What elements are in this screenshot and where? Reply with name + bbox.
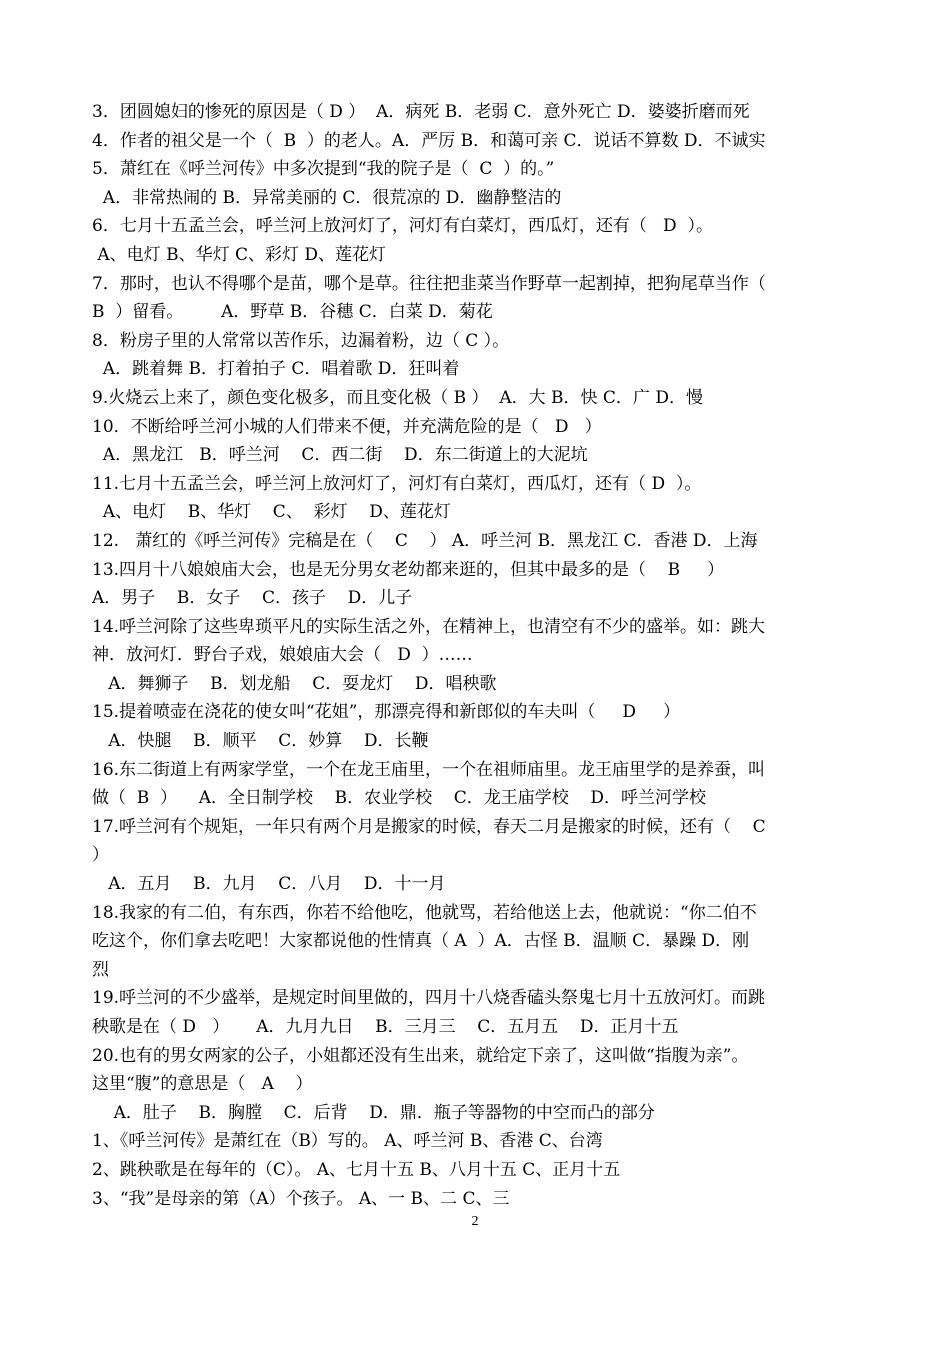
text-line: 这里“腹”的意思是（ A ） (92, 1074, 313, 1095)
text-line: 3、“我”是母亲的第（A）个孩子。 A、一 B、二 C、三 (92, 1188, 510, 1209)
text-line: A、电灯 B、华灯 C、彩灯 D、莲花灯 (92, 244, 387, 265)
text-line: A．男子 B．女子 C．孩子 D．儿子 (92, 588, 413, 609)
text-line: 3．团圆媳妇的惨死的原因是（ D ） A．病死 B．老弱 C．意外死亡 D．婆婆折磨而死 (92, 102, 750, 122)
text-line: 2、跳秧歌是在每年的（C）。 A、七月十五 B、八月十五 C、正月十五 (92, 1159, 621, 1180)
text-line: 11.七月十五孟兰会，呼兰河上放河灯了，河灯有白菜灯，西瓜灯，还有（ D ）。 (92, 473, 702, 494)
text-line: A．五月 B．九月 C．八月 D．十一月 (92, 874, 446, 895)
text-line: ） (92, 845, 109, 866)
page-number: 2 (471, 1214, 479, 1229)
text-line: 6．七月十五孟兰会，呼兰河上放河灯了，河灯有白菜灯，西瓜灯，还有（ D ）。 (92, 216, 713, 237)
text-line: 18.我家的有二伯，有东西，你若不给他吃，他就骂，若给他送上去，他就说：“你二伯不 (92, 902, 757, 923)
text-line: A．非常热闹的 B．异常美丽的 C．很荒凉的 D．幽静整洁的 (92, 187, 562, 208)
text-line: 做（ B ） A．全日制学校 B．农业学校 C．龙王庙学校 D．呼兰河学校 (92, 788, 706, 809)
text-line: 8．粉房子里的人常常以苦作乐，边漏着粉，边（ C ）。 (92, 330, 510, 351)
text-line: 烈 (92, 959, 109, 980)
text-line: 10．不断给呼兰河小城的人们带来不便，并充满危险的是（ D ） (92, 416, 602, 437)
text-line: 14.呼兰河除了这些卑琐平凡的实际生活之外，在精神上，也清空有不少的盛举。如：跳大 (92, 616, 766, 637)
text-line: 13.四月十八娘娘庙大会，也是无分男女老幼都来逛的，但其中最多的是（ B ） (92, 559, 725, 580)
text-line: 秧歌是在（ D ） A．九月九日 B．三月三 C．五月五 D．正月十五 (92, 1017, 679, 1037)
text-line: 吃这个，你们拿去吃吧！大家都说他的性情真（ A ）A．古怪 B．温顺 C．暴躁 D．刚 (92, 931, 750, 952)
text-line: 15.提着喷壶在浇花的使女叫“花姐”，那漂亮得和新郎似的车夫叫（ D ） (92, 702, 681, 723)
text-line: 神．放河灯．野台子戏，娘娘庙大会（ D ）…… (92, 645, 473, 666)
text-line: 7．那时，也认不得哪个是苗，哪个是草。往往把韭菜当作野草一起割掉，把狗尾草当作（ (92, 273, 766, 294)
text-line: 4．作者的祖父是一个（ B ）的老人。A．严厉 B．和蔼可亲 C．说话不算数 D．不诚实 (92, 130, 766, 151)
question-list (92, 98, 862, 1213)
text-line: A．肚子 B．胸膛 C．后背 D．鼎．瓶子等器物的中空而凸的部分 (92, 1102, 655, 1123)
text-line: 12. 萧红的《呼兰河传》完稿是在（ C ） A．呼兰河 B．黑龙江 C．香港 D．上海 (92, 530, 758, 551)
text-line: A．黑龙江 B．呼兰河 C．西二街 D．东二街道上的大泥坑 (92, 445, 588, 466)
text-line: 17.呼兰河有个规矩，一年只有两个月是搬家的时候，春天二月是搬家的时候，还有（ C (92, 816, 766, 837)
text-line: A．跳着舞 B．打着拍子 C．唱着歌 D．狂叫着 (92, 359, 460, 380)
text-line: 16.东二街道上有两家学堂，一个在龙王庙里，一个在祖师庙里。龙王庙里学的是养蚕，叫 (92, 759, 766, 780)
text-line: 19.呼兰河的不少盛举，是规定时间里做的，四月十八烧香磕头祭鬼七月十五放河灯。而跳 (92, 988, 766, 1009)
text-line: 1、《呼兰河传》是萧红在（B）写的。 A、呼兰河 B、香港 C、台湾 (92, 1131, 603, 1152)
text-line: 9.火烧云上来了，颜色变化极多，而且变化极（ B ） A．大 B．快 C．广 D．慢 (92, 387, 703, 408)
text-line: A．舞狮子 B．划龙船 C．耍龙灯 D．唱秧歌 (92, 673, 497, 694)
text-line: B ）留看。 A．野草 B．谷穗 C．白菜 D．菊花 (92, 302, 493, 323)
text-line: 5．萧红在《呼兰河传》中多次提到“我的院子是（ C ）的。” (92, 159, 555, 180)
text-line: A．快腿 B．顺平 C．妙算 D．长鞭 (92, 731, 429, 752)
text-line: A、电灯 B、华灯 C、 彩灯 D、莲花灯 (92, 502, 451, 523)
text-line: 20.也有的男女两家的公子，小姐都还没有生出来，就给定下亲了，这叫做“指腹为亲”。 (92, 1045, 749, 1066)
